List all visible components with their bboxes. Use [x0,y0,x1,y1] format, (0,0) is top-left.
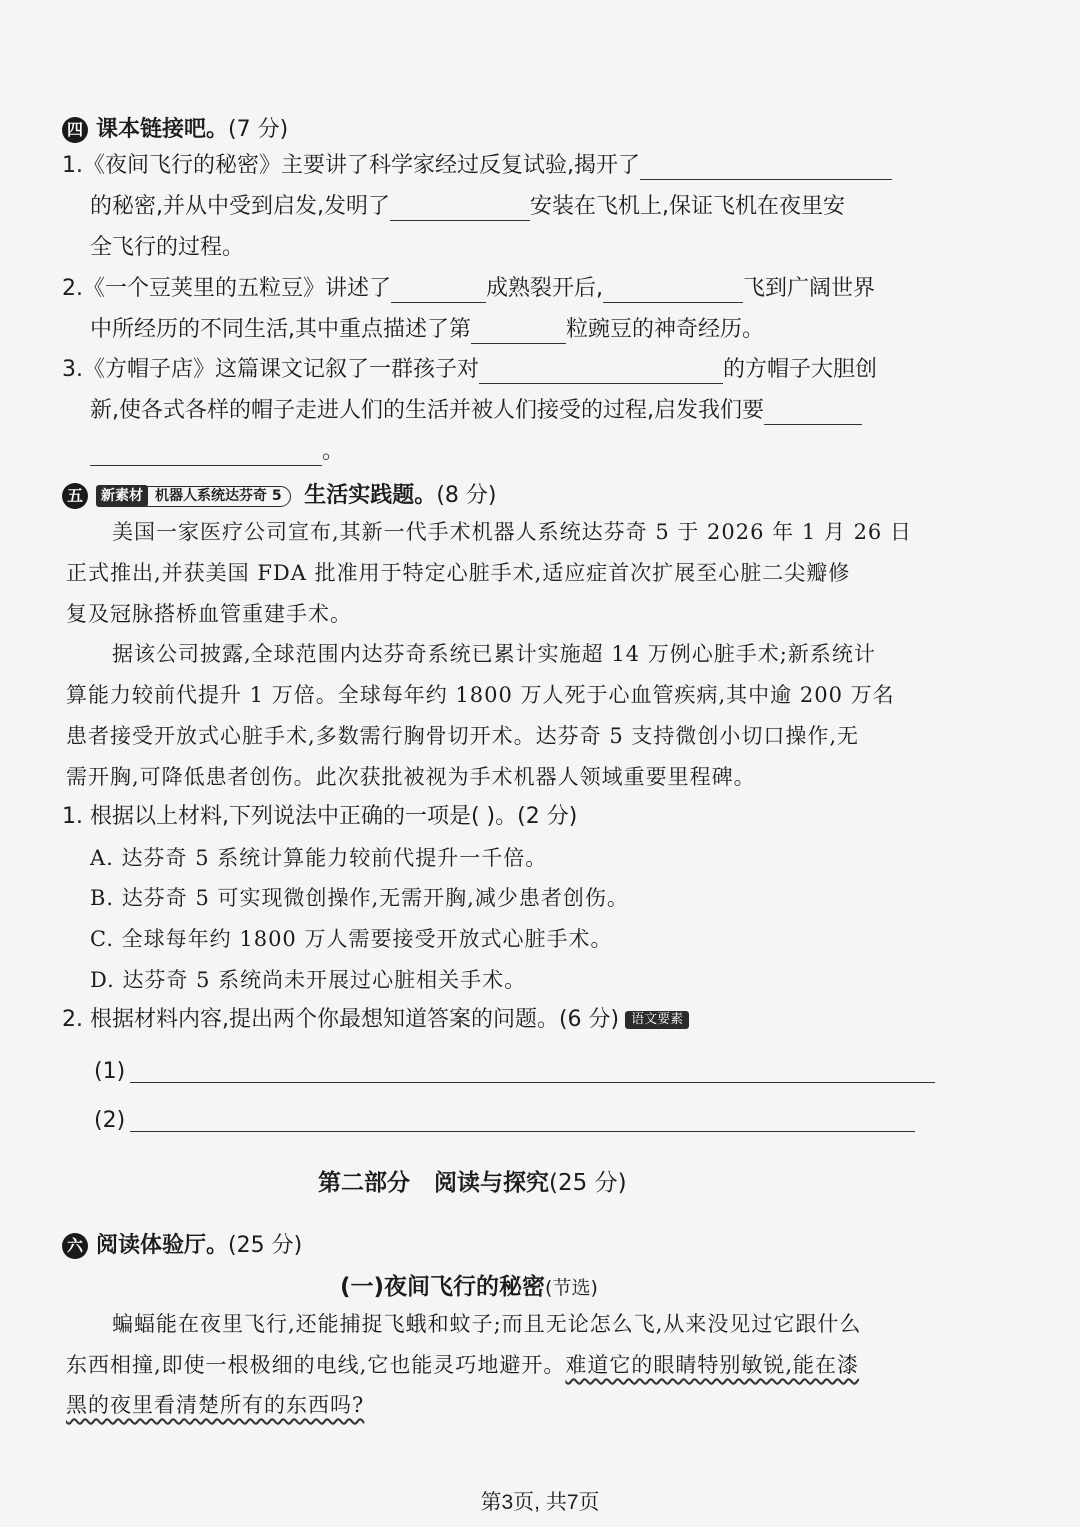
question-text: 的方帽子大胆创 [723,357,878,382]
section-title: 生活实践题。 [304,483,437,508]
answer-blank[interactable] [471,321,566,344]
topic-tag: 机器人系统达芬奇 5 [146,486,291,507]
part-title: 第二部分 阅读与探究 [318,1170,550,1196]
question-4-1-line1 [62,152,892,180]
question-4-1-line3: 全飞行的过程。 [90,235,245,260]
section6-heading [62,1228,302,1259]
option-d[interactable]: D. 达芬奇 5 系统尚未开展过心脏相关手术。 [90,968,527,992]
question-4-2-line1 [62,275,875,303]
passage-line: 据该公司披露,全球范围内达芬奇系统已累计实施超 14 万例心脏手术;新系统计 [112,642,876,666]
answer-blank[interactable] [90,443,322,466]
passage-line: 复及冠脉搭桥血管重建手术。 [66,602,352,626]
question-text: 1.《夜间飞行的秘密》主要讲了科学家经过反复试验,揭开了 [62,153,640,178]
question-text: 2. 根据材料内容,提出两个你最想知道答案的问题。(6 分) [62,1007,620,1032]
question-4-2-line2 [90,316,764,344]
answer-blank[interactable] [390,198,530,221]
section4-heading [62,112,288,143]
answer-blank[interactable] [603,280,743,303]
question-4-3-line1 [62,356,877,384]
question-text: 。 [322,439,345,464]
question-text: 新,使各式各样的帽子走进人们的生活并被人们接受的过程,启发我们要 [90,398,764,423]
question-text: 2.《一个豆荚里的五粒豆》讲述了 [62,276,391,301]
question-5-1: 1. 根据以上材料,下列说法中正确的一项是( )。(2 分) [62,804,578,829]
question-4-3-line2 [90,397,862,425]
answer-blank[interactable] [479,361,723,384]
answer-label-1: (1) [94,1059,126,1084]
passage-line: 算能力较前代提升 1 万倍。全球每年约 1800 万人死于心血管疾病,其中逾 200 万名 [66,683,895,707]
section-title: 课本链接吧。 [96,117,229,142]
question-text: 中所经历的不同生活,其中重点描述了第 [90,317,471,342]
passage-title-note: (节选) [545,1277,598,1299]
literacy-element-tag: 语文要素 [625,1011,689,1029]
question-4-3-line3 [90,438,344,466]
question-text: 成熟裂开后, [486,276,603,301]
option-a[interactable]: A. 达芬奇 5 系统计算能力较前代提升一千倍。 [90,846,548,870]
section-number-badge: 六 [62,1233,88,1259]
section-title: 阅读体验厅。 [96,1233,229,1258]
passage-line: 需开胸,可降低患者创伤。此次获批被视为手术机器人领域重要里程碑。 [66,765,756,789]
answer-blank[interactable] [391,280,486,303]
answer-line-2[interactable] [130,1131,915,1132]
passage-line [66,1391,364,1419]
answer-blank[interactable] [640,157,892,180]
part2-heading [318,1164,627,1197]
question-text: 3.《方帽子店》这篇课文记叙了一群孩子对 [62,357,479,382]
answer-label-2: (2) [94,1108,126,1133]
passage-line: 蝙蝠能在夜里飞行,还能捕捉飞蛾和蚊子;而且无论怎么飞,从来没见过它跟什么 [112,1312,862,1336]
passage-title [340,1268,598,1301]
wavy-underlined-text: 黑的夜里看清楚所有的东西吗? [66,1393,365,1417]
answer-line-1[interactable] [130,1082,935,1083]
question-text: 的秘密,并从中受到启发,发明了 [90,194,390,219]
passage-line [66,1351,859,1379]
passage-line: 美国一家医疗公司宣布,其新一代手术机器人系统达芬奇 5 于 2026 年 1 月 26 日 [112,520,912,544]
passage-line: 患者接受开放式心脏手术,多数需行胸骨切开术。达芬奇 5 支持微创小切口操作,无 [66,724,860,748]
question-text: 安装在飞机上,保证飞机在夜里安 [530,194,845,219]
question-4-1-line2 [90,193,845,221]
passage-line: 正式推出,并获美国 FDA 批准用于特定心脏手术,适应症首次扩展至心脏二尖瓣修 [66,561,851,585]
question-text: 飞到广阔世界 [743,276,876,301]
section-score: (7 分) [228,117,289,142]
passage-text: 东西相撞,即使一根极细的电线,它也能灵巧地避开。 [66,1353,566,1377]
section-score: (8 分) [436,483,497,508]
section-number-badge: 五 [62,483,88,509]
wavy-underlined-text: 难道它的眼睛特别敏锐,能在漆 [565,1353,860,1377]
section5-heading [62,478,496,509]
section-score: (25 分) [228,1233,303,1258]
question-5-2 [62,1006,689,1034]
option-b[interactable]: B. 达芬奇 5 可实现微创操作,无需开胸,减少患者创伤。 [90,886,629,910]
part-score: (25 分) [549,1170,627,1196]
section-number-badge: 四 [62,117,88,143]
option-c[interactable]: C. 全球每年约 1800 万人需要接受开放式心脏手术。 [90,927,613,951]
page-footer: 第3页, 共7页 [480,1491,600,1514]
passage-title-text: (一)夜间飞行的秘密 [340,1274,546,1300]
new-material-tag: 新素材 [96,485,148,507]
question-text: 粒豌豆的神奇经历。 [566,317,765,342]
answer-blank[interactable] [764,402,862,425]
